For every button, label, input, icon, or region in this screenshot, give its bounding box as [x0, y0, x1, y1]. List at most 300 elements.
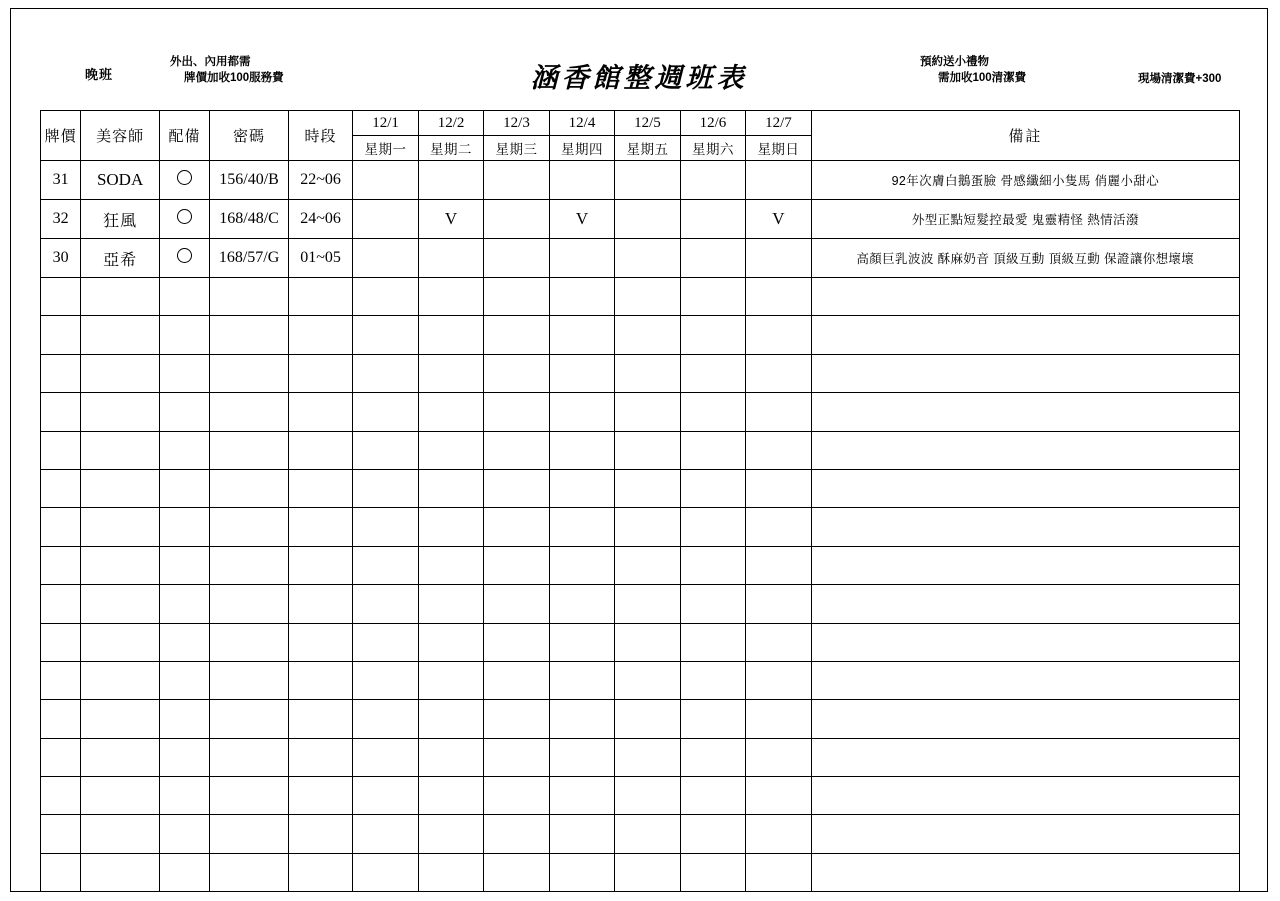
cell-empty[interactable] — [811, 354, 1239, 392]
cell-empty[interactable] — [746, 738, 811, 776]
cell-empty[interactable] — [549, 393, 614, 431]
cell-empty[interactable] — [418, 623, 483, 661]
cell-empty[interactable] — [288, 585, 352, 623]
cell-empty[interactable] — [811, 393, 1239, 431]
table-row-empty[interactable] — [41, 546, 1240, 584]
cell-empty[interactable] — [746, 354, 811, 392]
cell-day-mark-6[interactable] — [746, 239, 811, 278]
cell-empty[interactable] — [210, 354, 289, 392]
col-header-weekday-6: 星期日 — [746, 136, 811, 161]
header-note-left-line1: 外出、內用都需 — [170, 56, 251, 68]
header-note-left-line2: 牌價加收100服務費 — [184, 72, 284, 84]
cell-day-mark-5[interactable] — [680, 239, 745, 278]
cell-empty[interactable] — [159, 393, 209, 431]
cell-empty[interactable] — [680, 700, 745, 738]
table-row-empty[interactable] — [41, 585, 1240, 623]
cell-empty[interactable] — [615, 623, 680, 661]
cell-note: 92年次膚白鵝蛋臉 骨感纖細小隻馬 俏麗小甜心 — [811, 161, 1239, 200]
cell-empty[interactable] — [159, 700, 209, 738]
cell-empty[interactable] — [159, 623, 209, 661]
cell-empty[interactable] — [353, 623, 418, 661]
col-header-time-slot: 時段 — [288, 111, 352, 161]
cell-empty[interactable] — [418, 853, 483, 891]
cell-empty[interactable] — [41, 431, 81, 469]
cell-empty[interactable] — [81, 700, 160, 738]
cell-empty[interactable] — [159, 777, 209, 815]
cell-empty[interactable] — [549, 853, 614, 891]
cell-empty[interactable] — [210, 278, 289, 316]
cell-empty[interactable] — [811, 546, 1239, 584]
document-header — [10, 50, 1268, 98]
cell-empty[interactable] — [746, 853, 811, 891]
cell-empty[interactable] — [41, 393, 81, 431]
cell-empty[interactable] — [484, 316, 549, 354]
cell-empty[interactable] — [484, 853, 549, 891]
cell-empty[interactable] — [81, 738, 160, 776]
table-row-empty[interactable] — [41, 777, 1240, 815]
cell-code: 168/57/G — [210, 239, 289, 278]
cell-empty[interactable] — [210, 777, 289, 815]
cell-note: 高顏巨乳波波 酥麻奶音 頂級互動 頂級互動 保證讓你想壞壞 — [811, 239, 1239, 278]
cell-empty[interactable] — [41, 316, 81, 354]
cell-empty[interactable] — [680, 585, 745, 623]
cell-empty[interactable] — [746, 469, 811, 507]
cell-empty[interactable] — [680, 815, 745, 853]
cell-empty[interactable] — [353, 508, 418, 546]
cell-empty[interactable] — [549, 623, 614, 661]
cell-empty[interactable] — [288, 546, 352, 584]
cell-empty[interactable] — [418, 738, 483, 776]
circle-icon — [177, 248, 192, 263]
cell-empty[interactable] — [41, 777, 81, 815]
cell-empty[interactable] — [615, 431, 680, 469]
cell-empty[interactable] — [353, 661, 418, 699]
cell-day-mark-5[interactable] — [680, 200, 745, 239]
page-title: 涵香館整週班表 — [530, 63, 748, 93]
cell-empty[interactable] — [418, 815, 483, 853]
cell-empty[interactable] — [159, 354, 209, 392]
cell-empty[interactable] — [418, 393, 483, 431]
cell-empty[interactable] — [81, 354, 160, 392]
col-header-weekday-3: 星期四 — [549, 136, 614, 161]
cell-empty[interactable] — [549, 700, 614, 738]
cell-empty[interactable] — [159, 316, 209, 354]
cell-day-mark-1[interactable] — [418, 161, 483, 200]
table-row-empty[interactable] — [41, 623, 1240, 661]
table-row-empty[interactable] — [41, 508, 1240, 546]
cell-equipment — [159, 239, 209, 278]
cell-empty[interactable] — [680, 546, 745, 584]
cell-empty[interactable] — [159, 508, 209, 546]
cell-empty[interactable] — [680, 393, 745, 431]
table-row-empty[interactable] — [41, 431, 1240, 469]
cell-empty[interactable] — [746, 623, 811, 661]
cell-empty[interactable] — [680, 431, 745, 469]
cell-empty[interactable] — [484, 431, 549, 469]
col-header-date-1: 12/2 — [418, 111, 483, 136]
cell-empty[interactable] — [484, 623, 549, 661]
cell-empty[interactable] — [288, 393, 352, 431]
cell-empty[interactable] — [680, 777, 745, 815]
cell-empty[interactable] — [41, 278, 81, 316]
cell-empty[interactable] — [418, 278, 483, 316]
cell-beautician-name: SODA — [81, 161, 160, 200]
cell-empty[interactable] — [210, 623, 289, 661]
col-header-weekday-0: 星期一 — [353, 136, 418, 161]
cell-empty[interactable] — [484, 661, 549, 699]
cell-empty[interactable] — [41, 815, 81, 853]
cell-empty[interactable] — [680, 278, 745, 316]
cell-time-slot: 22~06 — [288, 161, 352, 200]
cell-empty[interactable] — [210, 431, 289, 469]
cell-empty[interactable] — [746, 585, 811, 623]
cell-empty[interactable] — [484, 508, 549, 546]
cell-empty[interactable] — [159, 738, 209, 776]
cell-empty[interactable] — [549, 585, 614, 623]
col-header-price: 牌價 — [41, 111, 81, 161]
col-header-date-3: 12/4 — [549, 111, 614, 136]
cell-empty[interactable] — [746, 508, 811, 546]
cell-empty[interactable] — [811, 700, 1239, 738]
table-row-empty[interactable] — [41, 700, 1240, 738]
col-header-weekday-5: 星期六 — [680, 136, 745, 161]
cell-empty[interactable] — [615, 738, 680, 776]
cell-empty[interactable] — [811, 508, 1239, 546]
cell-empty[interactable] — [484, 393, 549, 431]
cell-empty[interactable] — [159, 661, 209, 699]
cell-day-mark-1[interactable] — [418, 239, 483, 278]
cell-empty[interactable] — [288, 431, 352, 469]
cell-empty[interactable] — [159, 546, 209, 584]
cell-empty[interactable] — [288, 815, 352, 853]
cell-empty[interactable] — [484, 278, 549, 316]
cell-empty[interactable] — [81, 316, 160, 354]
cell-empty[interactable] — [484, 546, 549, 584]
cell-empty[interactable] — [210, 661, 289, 699]
cell-empty[interactable] — [159, 585, 209, 623]
cell-day-mark-1[interactable]: V — [418, 200, 483, 239]
cell-empty[interactable] — [418, 777, 483, 815]
cell-price: 32 — [41, 200, 81, 239]
cell-day-mark-0[interactable] — [353, 239, 418, 278]
cell-empty[interactable] — [288, 700, 352, 738]
header-row-top — [41, 111, 1240, 136]
cell-empty[interactable] — [210, 738, 289, 776]
cell-empty[interactable] — [353, 431, 418, 469]
cell-empty[interactable] — [615, 815, 680, 853]
table-row-empty[interactable] — [41, 393, 1240, 431]
col-header-weekday-1: 星期二 — [418, 136, 483, 161]
cell-price: 30 — [41, 239, 81, 278]
cell-empty[interactable] — [41, 508, 81, 546]
table-row[interactable] — [41, 161, 1240, 200]
cell-empty[interactable] — [353, 585, 418, 623]
cell-empty[interactable] — [353, 278, 418, 316]
cell-empty[interactable] — [210, 469, 289, 507]
cell-empty[interactable] — [418, 431, 483, 469]
cell-empty[interactable] — [811, 278, 1239, 316]
table-head — [41, 111, 1240, 161]
col-header-equipment: 配備 — [159, 111, 209, 161]
table-row-empty[interactable] — [41, 661, 1240, 699]
cell-empty[interactable] — [549, 546, 614, 584]
cell-empty[interactable] — [680, 738, 745, 776]
table-row-empty[interactable] — [41, 738, 1240, 776]
col-header-date-2: 12/3 — [484, 111, 549, 136]
cell-day-mark-6[interactable]: V — [746, 200, 811, 239]
cell-empty[interactable] — [288, 623, 352, 661]
cell-empty[interactable] — [288, 738, 352, 776]
cell-empty[interactable] — [81, 469, 160, 507]
cell-empty[interactable] — [811, 585, 1239, 623]
cell-empty[interactable] — [288, 469, 352, 507]
cell-beautician-name: 狂風 — [81, 200, 160, 239]
cell-empty[interactable] — [615, 700, 680, 738]
cell-day-mark-6[interactable] — [746, 161, 811, 200]
cell-empty[interactable] — [615, 469, 680, 507]
cell-empty[interactable] — [615, 316, 680, 354]
cell-day-mark-4[interactable] — [615, 239, 680, 278]
cell-empty[interactable] — [288, 316, 352, 354]
cell-empty[interactable] — [615, 508, 680, 546]
cell-empty[interactable] — [615, 546, 680, 584]
cell-empty[interactable] — [353, 469, 418, 507]
col-header-date-6: 12/7 — [746, 111, 811, 136]
cell-empty[interactable] — [41, 623, 81, 661]
cell-empty[interactable] — [484, 815, 549, 853]
cell-empty[interactable] — [811, 815, 1239, 853]
cell-empty[interactable] — [615, 661, 680, 699]
cell-empty[interactable] — [811, 431, 1239, 469]
cell-empty[interactable] — [81, 815, 160, 853]
cell-empty[interactable] — [615, 393, 680, 431]
header-note-right — [920, 54, 1026, 86]
cell-empty[interactable] — [549, 738, 614, 776]
table-body — [41, 161, 1240, 892]
cell-empty[interactable] — [811, 316, 1239, 354]
cell-empty[interactable] — [353, 700, 418, 738]
cell-empty[interactable] — [210, 853, 289, 891]
table-row[interactable] — [41, 200, 1240, 239]
cell-day-mark-0[interactable] — [353, 200, 418, 239]
col-header-weekday-4: 星期五 — [615, 136, 680, 161]
cell-empty[interactable] — [484, 354, 549, 392]
cell-empty[interactable] — [615, 853, 680, 891]
col-header-date-4: 12/5 — [615, 111, 680, 136]
cell-empty[interactable] — [81, 278, 160, 316]
cell-code: 168/48/C — [210, 200, 289, 239]
cell-empty[interactable] — [811, 623, 1239, 661]
cell-empty[interactable] — [81, 546, 160, 584]
cell-empty[interactable] — [746, 316, 811, 354]
cell-day-mark-2[interactable] — [484, 200, 549, 239]
cell-empty[interactable] — [418, 585, 483, 623]
cell-empty[interactable] — [210, 700, 289, 738]
cell-empty[interactable] — [353, 316, 418, 354]
col-header-beautician: 美容師 — [81, 111, 160, 161]
cell-empty[interactable] — [680, 469, 745, 507]
cell-empty[interactable] — [288, 661, 352, 699]
header-note-right-line2: 需加收100清潔費 — [938, 72, 1027, 84]
cell-empty[interactable] — [353, 393, 418, 431]
schedule-table — [40, 110, 1240, 892]
cell-day-mark-3[interactable]: V — [549, 200, 614, 239]
cell-empty[interactable] — [680, 354, 745, 392]
cell-empty[interactable] — [41, 354, 81, 392]
cell-day-mark-3[interactable] — [549, 239, 614, 278]
cell-empty[interactable] — [484, 777, 549, 815]
cell-empty[interactable] — [353, 738, 418, 776]
cell-empty[interactable] — [418, 508, 483, 546]
header-note-right-line1: 預約送小禮物 — [920, 56, 989, 68]
cell-empty[interactable] — [418, 661, 483, 699]
cell-empty[interactable] — [549, 316, 614, 354]
col-header-weekday-2: 星期三 — [484, 136, 549, 161]
cell-empty[interactable] — [811, 777, 1239, 815]
cell-empty[interactable] — [41, 853, 81, 891]
cell-empty[interactable] — [746, 546, 811, 584]
circle-icon — [177, 209, 192, 224]
cell-empty[interactable] — [811, 661, 1239, 699]
cell-empty[interactable] — [811, 469, 1239, 507]
cell-empty[interactable] — [680, 316, 745, 354]
cell-day-mark-4[interactable] — [615, 200, 680, 239]
cell-code: 156/40/B — [210, 161, 289, 200]
cell-day-mark-3[interactable] — [549, 161, 614, 200]
cell-empty[interactable] — [549, 661, 614, 699]
table-row-empty[interactable] — [41, 278, 1240, 316]
cell-empty[interactable] — [288, 853, 352, 891]
cell-empty[interactable] — [746, 815, 811, 853]
cell-empty[interactable] — [680, 623, 745, 661]
cell-day-mark-2[interactable] — [484, 239, 549, 278]
cell-empty[interactable] — [81, 853, 160, 891]
cell-empty[interactable] — [81, 661, 160, 699]
cell-empty[interactable] — [210, 546, 289, 584]
cell-empty[interactable] — [353, 853, 418, 891]
table-row-empty[interactable] — [41, 853, 1240, 891]
cell-empty[interactable] — [484, 585, 549, 623]
cell-empty[interactable] — [210, 316, 289, 354]
cell-empty[interactable] — [615, 278, 680, 316]
cell-empty[interactable] — [210, 393, 289, 431]
cell-empty[interactable] — [353, 354, 418, 392]
cell-empty[interactable] — [353, 815, 418, 853]
cell-empty[interactable] — [746, 777, 811, 815]
cell-day-mark-5[interactable] — [680, 161, 745, 200]
cell-empty[interactable] — [81, 508, 160, 546]
table-row-empty[interactable] — [41, 354, 1240, 392]
cell-empty[interactable] — [81, 393, 160, 431]
cell-equipment — [159, 200, 209, 239]
cell-empty[interactable] — [549, 278, 614, 316]
shift-label: 晚班 — [85, 67, 114, 82]
cell-empty[interactable] — [159, 815, 209, 853]
cell-empty[interactable] — [288, 278, 352, 316]
cell-empty[interactable] — [811, 738, 1239, 776]
cell-empty[interactable] — [81, 777, 160, 815]
cell-empty[interactable] — [418, 354, 483, 392]
cell-empty[interactable] — [41, 585, 81, 623]
col-header-note: 備註 — [811, 111, 1239, 161]
cell-day-mark-2[interactable] — [484, 161, 549, 200]
cell-empty[interactable] — [615, 585, 680, 623]
cell-price: 31 — [41, 161, 81, 200]
col-header-date-0: 12/1 — [353, 111, 418, 136]
cell-empty[interactable] — [680, 508, 745, 546]
table-row-empty[interactable] — [41, 469, 1240, 507]
cell-empty[interactable] — [746, 700, 811, 738]
cell-empty[interactable] — [41, 738, 81, 776]
cell-empty[interactable] — [288, 508, 352, 546]
cell-equipment — [159, 161, 209, 200]
cell-empty[interactable] — [288, 354, 352, 392]
cell-beautician-name: 亞希 — [81, 239, 160, 278]
cell-empty[interactable] — [353, 777, 418, 815]
cell-note: 外型正點短髮控最愛 鬼靈精怪 熱情活潑 — [811, 200, 1239, 239]
cell-empty[interactable] — [746, 393, 811, 431]
cell-empty[interactable] — [549, 469, 614, 507]
cell-day-mark-4[interactable] — [615, 161, 680, 200]
circle-icon — [177, 170, 192, 185]
cell-empty[interactable] — [418, 700, 483, 738]
cell-empty[interactable] — [81, 585, 160, 623]
table-row-empty[interactable] — [41, 316, 1240, 354]
cell-empty[interactable] — [418, 469, 483, 507]
cell-empty[interactable] — [549, 777, 614, 815]
cell-empty[interactable] — [288, 777, 352, 815]
cell-empty[interactable] — [159, 469, 209, 507]
cell-empty[interactable] — [41, 546, 81, 584]
cell-empty[interactable] — [210, 815, 289, 853]
cell-empty[interactable] — [811, 853, 1239, 891]
cell-empty[interactable] — [41, 469, 81, 507]
cell-empty[interactable] — [41, 661, 81, 699]
header-note-far-right: 現場清潔費+300 — [1138, 73, 1222, 85]
cell-empty[interactable] — [81, 623, 160, 661]
cell-day-mark-0[interactable] — [353, 161, 418, 200]
cell-empty[interactable] — [549, 431, 614, 469]
cell-empty[interactable] — [680, 853, 745, 891]
cell-empty[interactable] — [549, 508, 614, 546]
cell-empty[interactable] — [159, 853, 209, 891]
cell-empty[interactable] — [418, 316, 483, 354]
cell-empty[interactable] — [81, 431, 160, 469]
cell-empty[interactable] — [41, 700, 81, 738]
table-row[interactable] — [41, 239, 1240, 278]
cell-empty[interactable] — [746, 278, 811, 316]
cell-empty[interactable] — [615, 777, 680, 815]
cell-empty[interactable] — [210, 585, 289, 623]
cell-empty[interactable] — [746, 661, 811, 699]
cell-empty[interactable] — [746, 431, 811, 469]
col-header-code: 密碼 — [210, 111, 289, 161]
cell-empty[interactable] — [418, 546, 483, 584]
cell-empty[interactable] — [353, 546, 418, 584]
cell-empty[interactable] — [484, 469, 549, 507]
cell-empty[interactable] — [549, 354, 614, 392]
cell-empty[interactable] — [159, 278, 209, 316]
cell-empty[interactable] — [680, 661, 745, 699]
cell-empty[interactable] — [549, 815, 614, 853]
cell-empty[interactable] — [484, 738, 549, 776]
cell-empty[interactable] — [159, 431, 209, 469]
cell-empty[interactable] — [484, 700, 549, 738]
cell-empty[interactable] — [210, 508, 289, 546]
table-row-empty[interactable] — [41, 815, 1240, 853]
cell-empty[interactable] — [615, 354, 680, 392]
schedule-table-wrapper — [40, 110, 1240, 892]
